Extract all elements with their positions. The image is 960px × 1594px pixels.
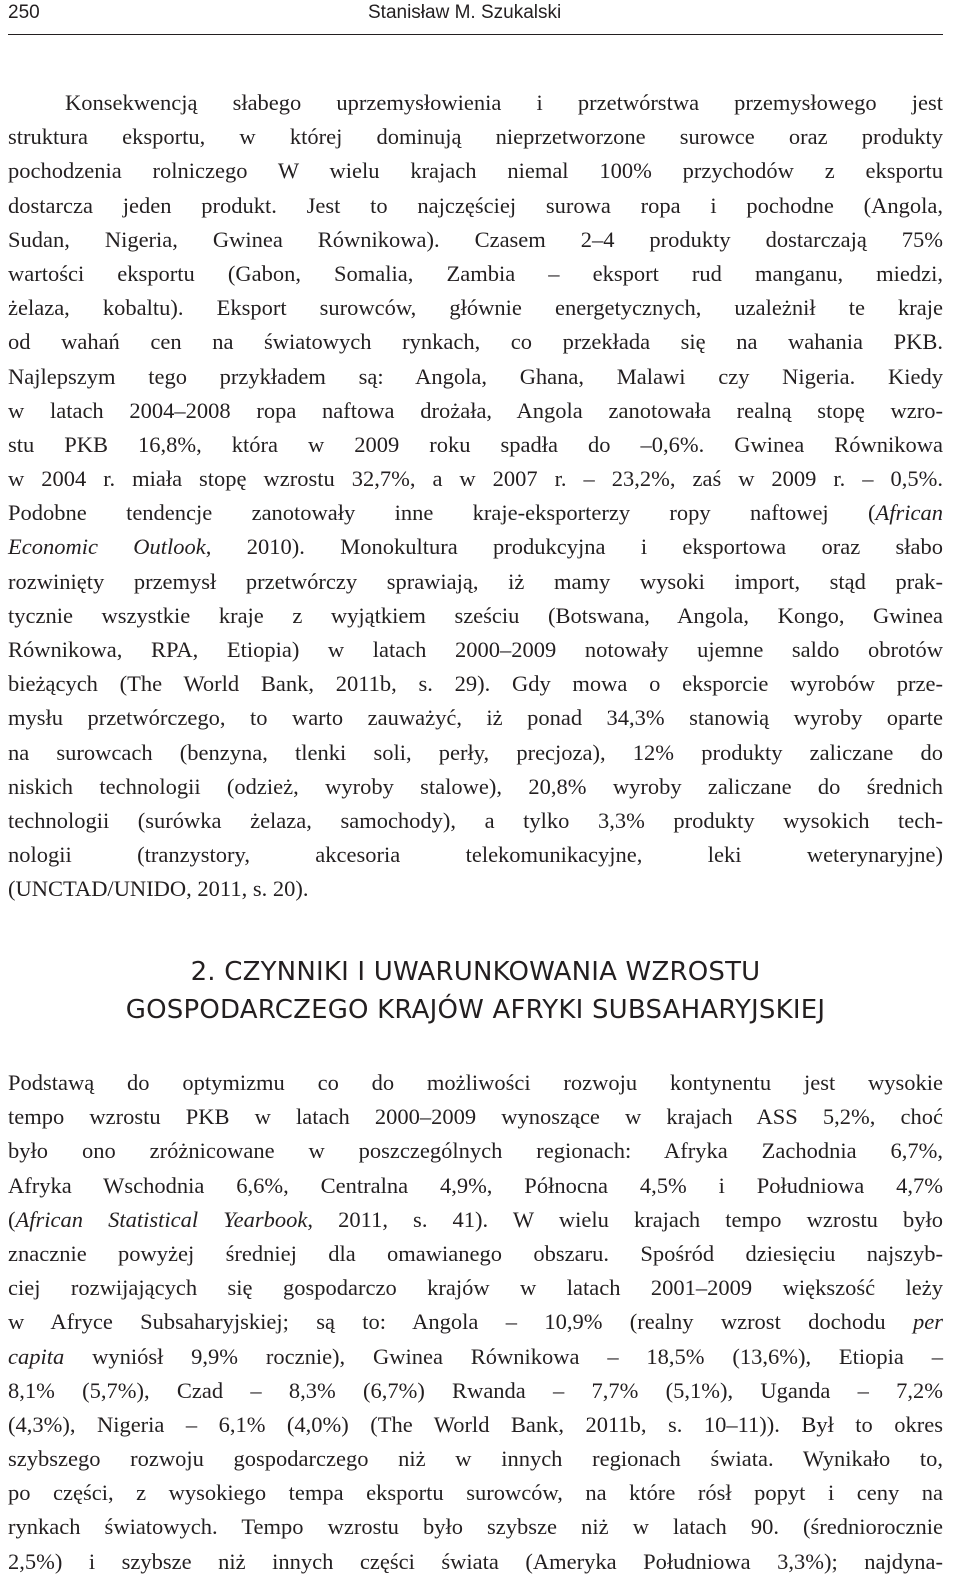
- text-segment: , 2011, s. 41). W wielu krajach tempo wzrostu było: [307, 1206, 943, 1232]
- text-line: tycznie wszystkie kraje z wyjątkiem sześciu (Botswana, Angola, Kongo, Gwinea: [8, 602, 943, 628]
- text-line: Podstawą do optymizmu co do możliwości rozwoju kontynentu jest wysokie: [8, 1070, 943, 1095]
- text-line: żelaza, kobaltu). Eksport surowców, głównie energetycznych, uzależnił te kraje: [8, 295, 943, 321]
- text-line: szybszego rozwoju gospodarczego niż w innych regionach świata. Wynikało to,: [8, 1446, 943, 1472]
- text-line: w latach 2004–2008 ropa naftowa drożała, Angola zanotowała realną stopę wzro-: [8, 397, 943, 423]
- citation-title: African Statistical Yearbook: [15, 1206, 308, 1232]
- latin-term: per: [913, 1309, 943, 1335]
- body-paragraph-1: [8, 86, 943, 907]
- text-line: 8,1% (5,7%), Czad – 8,3% (6,7%) Rwanda – 7,7% (5,1%), Uganda – 7,2%: [8, 1377, 943, 1403]
- page-number: 250: [8, 2, 40, 23]
- text-line: na surowcach (benzyna, tlenki soli, perły, precjoza), 12% produkty zaliczane do: [8, 739, 943, 765]
- text-line: rozwinięty przemysł przetwórczy sprawiają, iż mamy wysoki import, stąd prak-: [8, 568, 943, 594]
- text-line: [8, 1340, 943, 1374]
- text-line: (4,3%), Nigeria – 6,1% (4,0%) (The World Bank, 2011b, s. 10–11)). Był to okres: [8, 1411, 943, 1437]
- citation-title: African: [875, 500, 943, 526]
- text-line: Sudan, Nigeria, Gwinea Równikowa). Czasem 2–4 produkty dostarczają 75%: [8, 226, 943, 252]
- text-line: niskich technologii (odzież, wyroby stalowe), 20,8% wyroby zaliczane do średnich: [8, 773, 943, 799]
- text-line: od wahań cen na światowych rynkach, co przekłada się na wahania PKB.: [8, 329, 943, 355]
- text-segment: (: [8, 1206, 16, 1232]
- text-line: [8, 1305, 943, 1339]
- text-line: nologii (tranzystory, akcesoria telekomunikacyjne, leki weterynaryjne): [8, 842, 943, 868]
- text-line: Afryka Wschodnia 6,6%, Centralna 4,9%, Północna 4,5% i Południowa 4,7%: [8, 1172, 943, 1198]
- section-heading: [8, 953, 943, 1029]
- text-line: wartości eksportu (Gabon, Somalia, Zambia – eksport rud manganu, miedzi,: [8, 260, 943, 286]
- text-line: mysłu przetwórczego, to warto zauważyć, iż ponad 34,3% stanowią wyroby oparte: [8, 705, 943, 731]
- header-rule: [8, 34, 943, 35]
- text-line: ciej rozwijających się gospodarczo krajów w latach 2001–2009 większość leży: [8, 1275, 943, 1301]
- text-segment: w Afryce Subsaharyjskiej; są to: Angola – 10,9% (realny wzrost dochodu: [8, 1309, 913, 1335]
- text-segment: Monokultura produkcyjna i eksportowa oraz słabo: [340, 534, 944, 560]
- body-paragraph-2: [8, 1066, 943, 1579]
- text-line: technologii (surówka żelaza, samochody), a tylko 3,3% produkty wysokich tech-: [8, 807, 943, 833]
- text-line: było ono zróżnicowane w poszczególnych regionach: Afryka Zachodnia 6,7%,: [8, 1138, 943, 1164]
- text-line: znacznie powyżej średniej dla omawianego obszaru. Spośród dziesięciu najszyb-: [8, 1240, 943, 1266]
- section-heading-line: GOSPODARCZEGO KRAJÓW AFRYKI SUBSAHARYJSKIEJ: [125, 995, 826, 1025]
- text-segment: , 2010).: [205, 534, 305, 560]
- text-line: po części, z wysokiego tempa eksportu surowców, na które rósł popyt i ceny na: [8, 1480, 943, 1506]
- text-segment: wyniósł 9,9% rocznie), Gwinea Równikowa – 18,5% (13,6%), Etiopia –: [64, 1343, 943, 1369]
- text-line: [8, 496, 943, 530]
- text-line: struktura eksportu, w której dominują nieprzetworzone surowce oraz produkty: [8, 124, 943, 150]
- text-line: tempo wzrostu PKB w latach 2000–2009 wynoszące w krajach ASS 5,2%, choć: [8, 1104, 943, 1130]
- text-line: [8, 1203, 943, 1237]
- text-line: 2,5%) i szybsze niż innych części świata (Ameryka Południowa 3,3%); najdyna-: [8, 1548, 943, 1574]
- text-line: bieżących (The World Bank, 2011b, s. 29). Gdy mowa o eksporcie wyrobów prze-: [8, 671, 943, 697]
- text-line: pochodzenia rolniczego W wielu krajach niemal 100% przychodów z eksportu: [8, 158, 943, 184]
- citation-title: Economic Outlook: [8, 534, 206, 560]
- text-line: rynkach światowych. Tempo wzrostu było szybsze niż w latach 90. (średniorocznie: [8, 1514, 943, 1540]
- section-heading-line: 2. CZYNNIKI I UWARUNKOWANIA WZROSTU: [190, 957, 761, 987]
- running-head: [8, 0, 943, 25]
- text-line: dostarcza jeden produkt. Jest to najczęściej surowa ropa i pochodne (Angola,: [8, 192, 943, 218]
- latin-term: capita: [8, 1343, 65, 1369]
- text-line: stu PKB 16,8%, która w 2009 roku spadła do –0,6%. Gwinea Równikowa: [8, 431, 943, 457]
- running-head-author: Stanisław M. Szukalski: [368, 2, 562, 23]
- text-line: Najlepszym tego przykładem są: Angola, Ghana, Malawi czy Nigeria. Kiedy: [8, 363, 943, 389]
- text-line: Równikowa, RPA, Etiopia) w latach 2000–2009 notowały ujemne saldo obrotów: [8, 637, 943, 662]
- text-line: Konsekwencją słabego uprzemysłowienia i przetwórstwa przemysłowego jest: [65, 90, 943, 115]
- text-line: [8, 530, 943, 564]
- text-line: (UNCTAD/UNIDO, 2011, s. 20).: [8, 876, 309, 902]
- text-segment: Podobne tendencje zanotowały inne kraje-eksporterzy ropy naftowej (: [8, 500, 876, 526]
- text-line: w 2004 r. miała stopę wzrostu 32,7%, a w 2007 r. – 23,2%, zaś w 2009 r. – 0,5%.: [8, 466, 943, 492]
